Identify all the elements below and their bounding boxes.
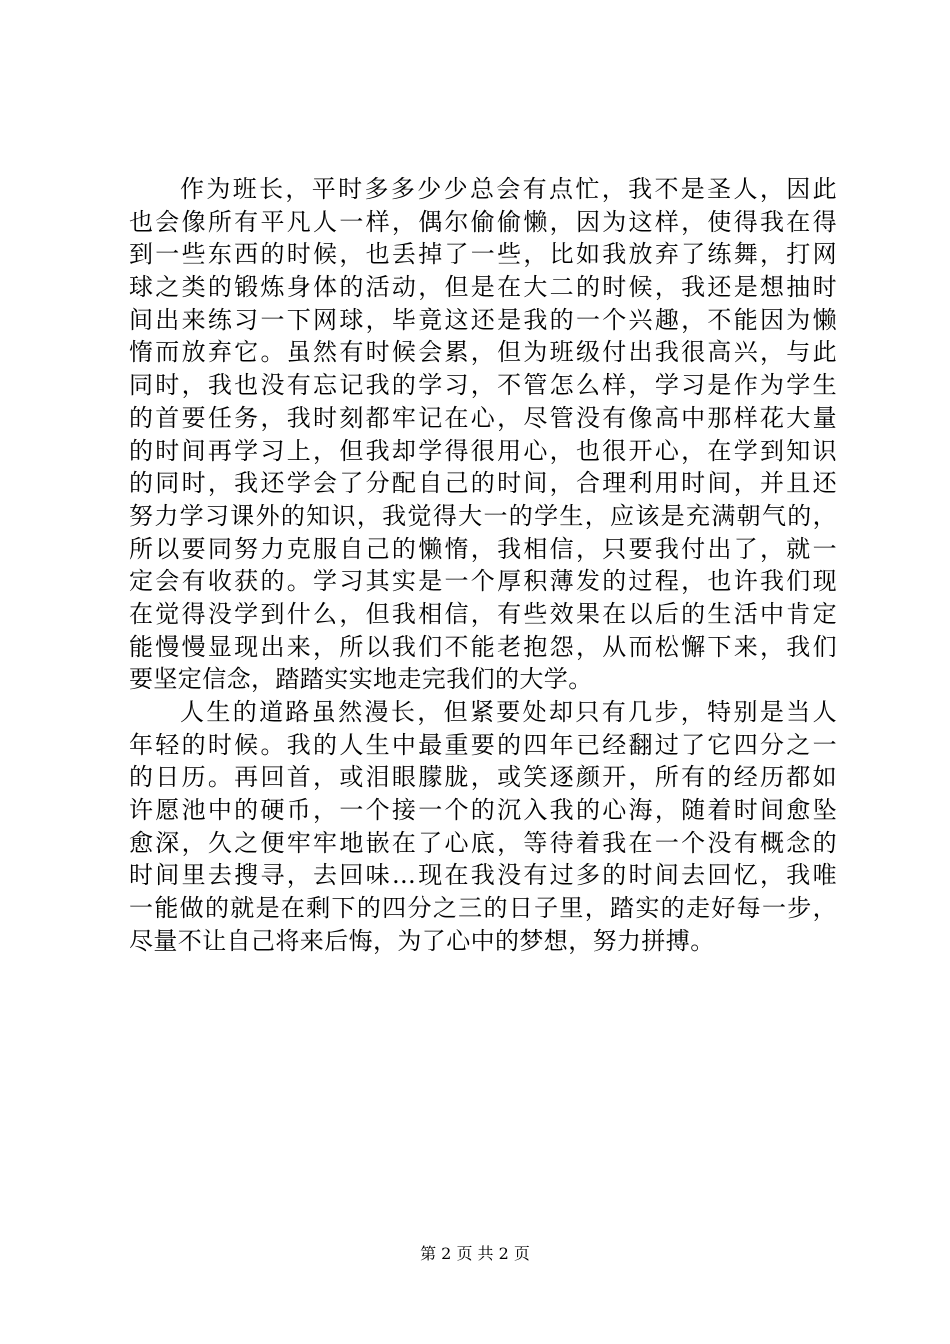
document-body xyxy=(129,173,837,958)
paragraph-line: 同时，我也没有忘记我的学习，不管怎么样，学习是作为学生 xyxy=(129,371,837,400)
paragraph-line: 的同时，我还学会了分配自己的时间，合理利用时间，并且还 xyxy=(129,469,837,498)
paragraph-line: 许愿池中的硬币，一个接一个的沉入我的心海，随着时间愈坠 xyxy=(129,796,837,825)
paragraph-2 xyxy=(129,696,837,958)
page-number-footer: 第 2 页 共 2 页 xyxy=(420,1244,530,1263)
paragraph-line: 所以要同努力克服自己的懒惰，我相信，只要我付出了，就一 xyxy=(129,534,837,563)
paragraph-line: 间出来练习一下网球，毕竟这还是我的一个兴趣，不能因为懒 xyxy=(129,305,837,334)
paragraph-line: 愈深，久之便牢牢地嵌在了心底，等待着我在一个没有概念的 xyxy=(129,828,837,857)
paragraph-line: 在觉得没学到什么，但我相信，有些效果在以后的生活中肯定 xyxy=(129,599,837,628)
paragraph-line: 的日历。再回首，或泪眼朦胧，或笑逐颜开，所有的经历都如 xyxy=(129,763,837,792)
paragraph-line: 努力学习课外的知识，我觉得大一的学生，应该是充满朝气的， xyxy=(129,501,837,530)
paragraph-line: 到一些东西的时候，也丢掉了一些，比如我放弃了练舞，打网 xyxy=(129,240,837,269)
paragraph-last-line: 尽量不让自己将来后悔，为了心中的梦想，努力拼搏。 xyxy=(129,926,715,955)
paragraph-line: 人生的道路虽然漫长，但紧要处却只有几步，特别是当人 xyxy=(180,698,837,726)
paragraph-line: 的时间再学习上，但我却学得很用心，也很开心，在学到知识 xyxy=(129,436,837,465)
paragraph-line: 时间里去搜寻，去回味…现在我没有过多的时间去回忆，我唯 xyxy=(129,861,837,890)
paragraph-line: 定会有收获的。学习其实是一个厚积薄发的过程，也许我们现 xyxy=(129,567,837,596)
paragraph-line: 球之类的锻炼身体的活动，但是在大二的时候，我还是想抽时 xyxy=(129,273,837,302)
paragraph-line: 惰而放弃它。虽然有时候会累，但为班级付出我很高兴，与此 xyxy=(129,338,837,367)
paragraph-last-line: 要坚定信念，踏踏实实地走完我们的大学。 xyxy=(129,665,593,694)
paragraph-line: 一能做的就是在剩下的四分之三的日子里，踏实的走好每一步， xyxy=(129,894,837,923)
paragraph-1 xyxy=(129,173,837,696)
paragraph-line: 也会像所有平凡人一样，偶尔偷偷懒，因为这样，使得我在得 xyxy=(129,207,837,236)
paragraph-line: 能慢慢显现出来，所以我们不能老抱怨，从而松懈下来，我们 xyxy=(129,632,837,661)
paragraph-line: 作为班长，平时多多少少总会有点忙，我不是圣人，因此 xyxy=(180,175,837,203)
paragraph-line: 的首要任务，我时刻都牢记在心，尽管没有像高中那样花大量 xyxy=(129,403,837,432)
paragraph-line: 年轻的时候。我的人生中最重要的四年已经翻过了它四分之一 xyxy=(129,730,837,759)
